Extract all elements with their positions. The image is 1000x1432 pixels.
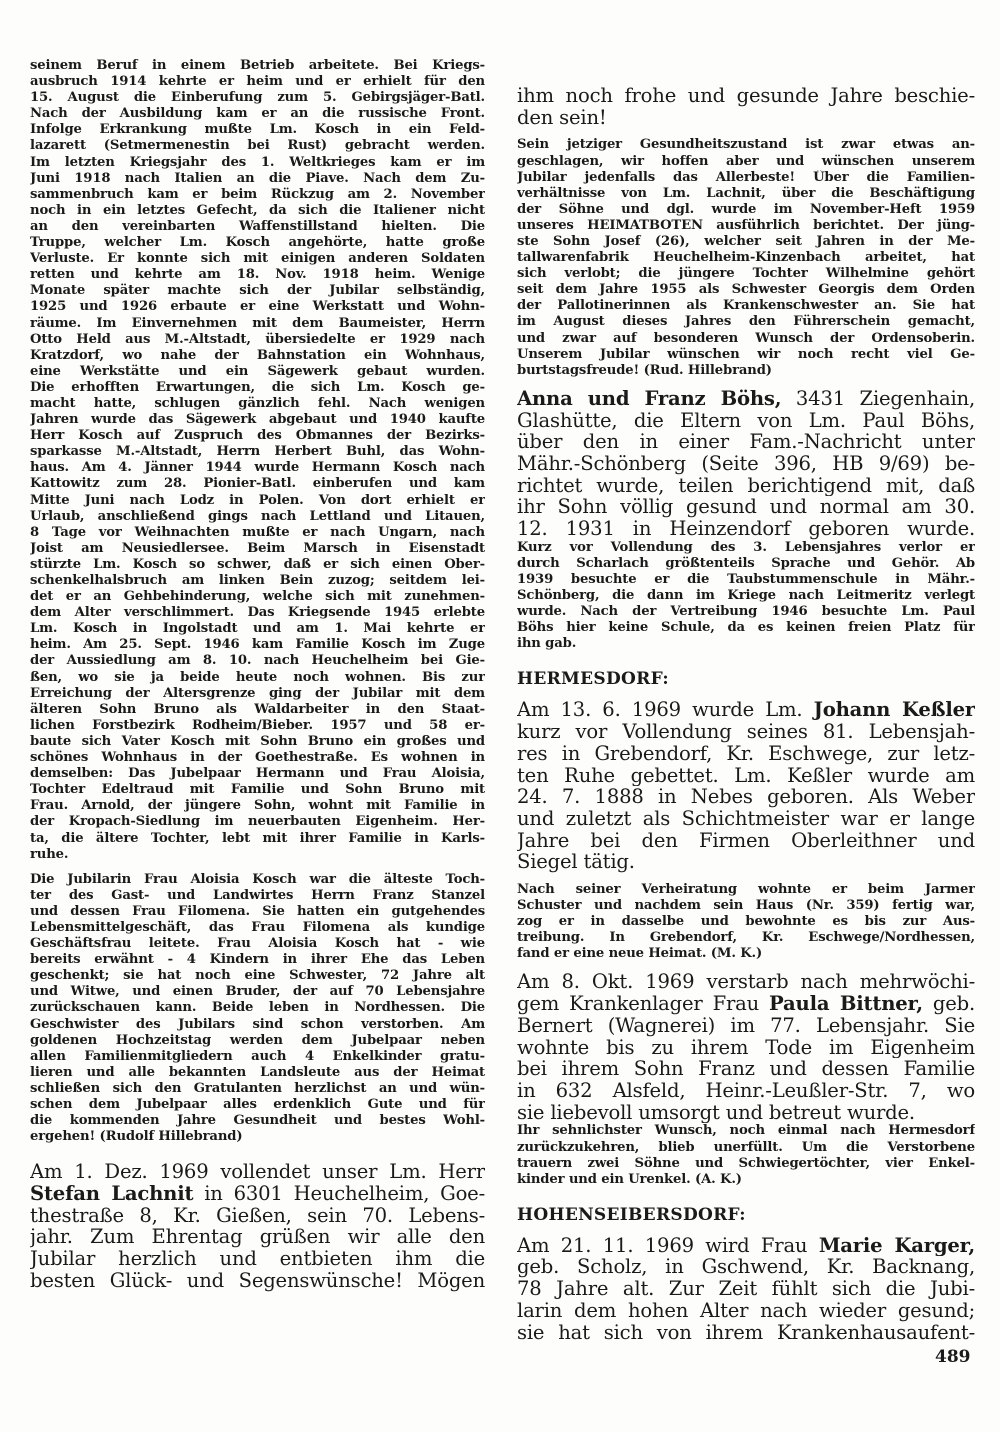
person-name: Johann Keßler bbox=[813, 699, 975, 722]
text-line: Mitte Juni nach Lodz in Polen. Von dort erhielt er bbox=[30, 492, 485, 508]
text-line: Tochter Edeltraud mit Familie und Sohn Bruno mit bbox=[30, 782, 485, 798]
text-line: und zuletzt als Schichtmeister war er lange bbox=[517, 807, 975, 830]
text-fragment: Am 13. 6. 1969 wurde Lm. bbox=[517, 699, 814, 722]
bittner-obituary bbox=[517, 971, 975, 1123]
text-line: verhältnisse von Lm. Lachnit, über die Beschäftigung bbox=[517, 185, 975, 201]
text-line: stürzte Lm. Kosch so schwer, daß er sich einen Ober- bbox=[30, 556, 485, 572]
text-line: lichen Forstbezirk Rodheim/Bieber. 1957 und 58 er- bbox=[30, 717, 485, 733]
text-line: der Pallotinerinnen als Krankenschwester an. Sie hat bbox=[517, 298, 975, 314]
text-line: ßen, wo sie ja beide heute noch wohnen. Bis zur bbox=[30, 669, 485, 685]
text-line: Otto Held aus M.-Altstadt, übersiedelte er 1929 nach bbox=[30, 331, 485, 347]
text-line: jahr. Zum Ehrentag grüßen wir alle den bbox=[30, 1226, 485, 1249]
text-line: haus. Am 4. Jänner 1944 wurde Hermann Kosch nach bbox=[30, 460, 485, 476]
text-line: 24. 7. 1888 in Nebes geboren. Als Weber bbox=[517, 786, 975, 808]
kosch-biography-paragraph bbox=[30, 58, 485, 863]
text-line: 1939 besuchte er die Taubstummenschule in Mähr.- bbox=[517, 571, 975, 587]
text-line: Lm. Kosch in Ingolstadt und am 1. Mai kehrte er bbox=[30, 621, 485, 637]
notice-continuation bbox=[30, 1205, 485, 1292]
text-line: ihn gab. bbox=[517, 636, 577, 652]
text-fragment: gem Krankenlager Frau bbox=[517, 993, 770, 1015]
notice-continuation bbox=[517, 410, 975, 540]
text-line: Mähr.-Schönberg (Seite 396, HB 9/69) be- bbox=[517, 452, 975, 475]
text-line: in 632 Alsfeld, Heinr.-Leußler-Str. 7, wo bbox=[517, 1080, 975, 1102]
text-line: ihm noch frohe und gesunde Jahre beschie- bbox=[517, 85, 975, 107]
text-line: ta, die ältere Tochter, lebt mit ihrer Familie in Karls- bbox=[30, 830, 485, 846]
text-line: Herr Kosch auf Zuspruch des Obmannes der Bezirks- bbox=[30, 428, 485, 444]
text-line: ergehen! (Rudolf Hillebrand) bbox=[30, 1129, 243, 1145]
text-line: sie liebevoll umsorgt und betreut wurde. bbox=[517, 1101, 915, 1124]
text-line: Am 8. Okt. 1969 verstarb nach mehrwöchi- bbox=[517, 971, 975, 994]
text-line: wohnte bis zu ihrem Tode im Eigenheim bbox=[517, 1036, 975, 1059]
text-line bbox=[517, 993, 975, 1015]
text-line: kurz vor Vollendung seines 81. Lebensjah- bbox=[517, 721, 975, 743]
aloisia-kosch-paragraph bbox=[30, 872, 485, 1146]
text-line: der Kropach-Siedlung im neuerbauten Eigenheim. Her- bbox=[30, 814, 485, 830]
text-line: besten Glück- und Segenswünsche! Mögen bbox=[30, 1269, 485, 1292]
text-line: Monate später machte sich der Jubilar selbständig, bbox=[30, 283, 485, 299]
text-line: Infolge Erkrankung mußte Lm. Kosch in ein Feld- bbox=[30, 122, 485, 138]
text-fragment: 3431 Ziegenhain, bbox=[781, 387, 975, 410]
text-line: Glashütte, die Eltern von Lm. Paul Böhs, bbox=[517, 409, 975, 432]
text-line: ste Sohn Josef (26), welcher seit Jahren in der Me- bbox=[517, 233, 975, 249]
text-line: Truppe, welcher Lm. Kosch angehörte, hatte große bbox=[30, 235, 485, 251]
text-line: 15. August die Einberufung zum 5. Gebirgsjäger-Batl. bbox=[30, 90, 485, 106]
text-line: und dessen Frau Filomena. Sie hatten ein gutgehendes bbox=[30, 903, 485, 919]
text-line: und Witwe, und einen Bruder, der auf 70 Lebensjahre bbox=[30, 984, 485, 1000]
text-line: Nach seiner Verheiratung wohnte er beim Jarmer bbox=[517, 882, 975, 898]
text-line: geschlagen, wir hoffen aber und wünschen unserem bbox=[517, 153, 975, 169]
text-line: Lebensmittelgeschäft, das Frau Filomena als kundige bbox=[30, 919, 485, 935]
text-line: im August dieses Jahres den Führerschein gemacht, bbox=[517, 314, 975, 330]
page-number: 489 bbox=[935, 1347, 971, 1367]
text-line: baute sich Vater Kosch mit Sohn Bruno ein großes und bbox=[30, 733, 485, 749]
text-line: trauern zwei Söhne und Schwiegertöchter, vier Enkel- bbox=[517, 1155, 975, 1171]
text-line: den sein! bbox=[517, 106, 607, 129]
text-line: Siegel tätig. bbox=[517, 851, 635, 874]
text-line: bereits erwähnt - 4 Kindern in ihrer Ehe das Leben bbox=[30, 952, 485, 968]
text-line: Nach der Ausbildung kam er an die russische Front. bbox=[30, 106, 485, 122]
text-line: Am 1. Dez. 1969 vollendet unser Lm. Herr bbox=[30, 1161, 485, 1183]
text-line: sich verlobt; die jüngere Tochter Wilhelmine gehört bbox=[517, 266, 975, 282]
text-line: lazarett (Setmermenestin bei Rust) gebracht werden. bbox=[30, 138, 485, 154]
text-line bbox=[517, 699, 975, 721]
text-line: sparkasse M.-Altstadt, Herrn Herbert Buhl, das Wohn- bbox=[30, 444, 485, 460]
text-line: Unserem Jubilar wünschen wir noch recht viel Ge- bbox=[517, 346, 975, 362]
text-line: allen Familienmitgliedern auch 4 Enkelkinder gratu- bbox=[30, 1048, 485, 1064]
text-line: durch Scharlach größtenteils Sprache und Gehör. Ab bbox=[517, 555, 975, 571]
text-line: und zwar auf besonderen Wunsch der Ordensoberin. bbox=[517, 330, 975, 346]
section-heading-hohenseibersdorf: HOHENSEIBERSDORF: bbox=[517, 1204, 746, 1225]
text-line bbox=[30, 1183, 485, 1205]
text-line bbox=[517, 1235, 975, 1257]
text-line: zurückzukehren, blieb unerfüllt. Um die Verstorbene bbox=[517, 1139, 975, 1155]
text-line: älteren Sohn Bruno als Waldarbeiter in den Staat- bbox=[30, 701, 485, 717]
text-line: goldenen Hochzeitstag werden dem Jubelpaar neben bbox=[30, 1032, 485, 1048]
text-fragment: Am 21. 11. 1969 wird Frau bbox=[517, 1234, 819, 1257]
text-line: Ihr sehnlichster Wunsch, noch einmal nach Hermesdorf bbox=[517, 1123, 975, 1139]
text-line: Schuster und nachdem sein Haus (Nr. 359) fertig war, bbox=[517, 898, 975, 914]
text-line: sammenbruch kam er beim Rückzug am 2. November bbox=[30, 186, 485, 202]
text-line: thestraße 8, Kr. Gießen, sein 70. Lebens- bbox=[30, 1204, 485, 1227]
text-line: retten und kehrte am 18. Nov. 1918 heim. Wenige bbox=[30, 267, 485, 283]
text-line: geb. Scholz, in Gschwend, Kr. Backnang, bbox=[517, 1256, 975, 1279]
right-column bbox=[517, 85, 975, 1343]
text-line: ter des Gast- und Landwirtes Herrn Franz Stanzel bbox=[30, 887, 485, 903]
kessler-obituary bbox=[517, 699, 975, 873]
text-line: Die erhofften Erwartungen, die sich Lm. Kosch ge- bbox=[30, 379, 485, 395]
text-line: heim. Am 25. Sept. 1946 kam Familie Kosch im Zuge bbox=[30, 637, 485, 653]
text-line: Jubilar herzlich und entbieten ihm die bbox=[30, 1248, 485, 1270]
text-line: Böhs hier keine Schule, da es keinen freien Platz für bbox=[517, 620, 975, 636]
text-line: räume. Im Einvernehmen mit dem Baumeister, Herrn bbox=[30, 315, 485, 331]
text-line: fand er eine neue Heimat. (M. K.) bbox=[517, 946, 763, 962]
boehs-correction-notice bbox=[517, 388, 975, 540]
lachnit-notice-continued bbox=[517, 85, 975, 128]
text-line: der Söhne und dgl. wurde im November-Heft 1959 bbox=[517, 201, 975, 217]
kessler-details-paragraph bbox=[517, 882, 975, 962]
text-line: Schönberg, die dann im Kriege nach Leitmeritz verlegt bbox=[517, 588, 975, 604]
text-line: zurückschauen kann. Beide leben in Nordhessen. Die bbox=[30, 1000, 485, 1016]
text-line: bei ihrem Sohn Franz und dessen Familie bbox=[517, 1058, 975, 1080]
text-line: demselben: Das Jubelpaar Hermann und Frau Aloisia, bbox=[30, 766, 485, 782]
text-line: ruhe. bbox=[30, 846, 69, 862]
text-line: geschenkt; sie hat noch eine Schwester, 72 Jahre alt bbox=[30, 968, 485, 984]
person-name: Anna und Franz Böhs, bbox=[517, 387, 782, 410]
text-line: ihr Sohn völlig gesund und normal am 30. bbox=[517, 496, 975, 519]
left-column bbox=[30, 58, 485, 1292]
text-line: Sein jetziger Gesundheitszustand ist zwar etwas an- bbox=[517, 137, 975, 153]
text-line: Joist am Neusiedlersee. Beim Marsch in Eisenstadt bbox=[30, 540, 485, 556]
text-line: lieren und alle bekannten Landsleute aus der Heimat bbox=[30, 1064, 485, 1080]
text-line: Jubilar jedenfalls das Allerbeste! Über die Familien- bbox=[517, 169, 975, 185]
bittner-details-paragraph bbox=[517, 1123, 975, 1187]
text-line: Verluste. Er konnte sich mit einigen anderen Soldaten bbox=[30, 251, 485, 267]
person-name: Stefan Lachnit bbox=[30, 1182, 194, 1205]
text-line: schenkelhalsbruch am linken Bein zuzog; seitdem lei- bbox=[30, 573, 485, 588]
text-line: eine Werkstätte und ein Sägewerk gebaut wurden. bbox=[30, 363, 485, 379]
text-line: res in Grebendorf, Kr. Eschwege, zur letz- bbox=[517, 742, 975, 765]
text-line: macht hatte, schlugen gänzlich fehl. Nach wenigen bbox=[30, 395, 485, 411]
text-line: die kommenden Jahre Gesundheit und bestes Wohl- bbox=[30, 1113, 485, 1129]
text-line: schönes Wohnhaus in der Goethestraße. Es wohnen in bbox=[30, 750, 485, 766]
text-line: Geschwister des Jubilars sind schon verstorben. Am bbox=[30, 1016, 485, 1032]
text-line: noch in ein letztes Gefecht, da sich die Italiener nicht bbox=[30, 202, 485, 218]
text-line: 12. 1931 in Heinzendorf geboren wurde. bbox=[517, 518, 975, 540]
text-line: seit dem Jahre 1955 als Schwester Georgis dem Orden bbox=[517, 282, 975, 298]
text-line: ten Ruhe gebettet. Lm. Keßler wurde am bbox=[517, 764, 975, 787]
notice-continuation bbox=[517, 1015, 975, 1124]
text-line: ausbruch 1914 kehrte er heim und er erhielt für den bbox=[30, 74, 485, 90]
text-line: Im letzten Kriegsjahr des 1. Weltkrieges kam er im bbox=[30, 154, 485, 170]
text-line: Erreichung der Altersgrenze ging der Jubilar mit dem bbox=[30, 685, 485, 701]
text-line: über den in einer Fam.-Nachricht unter bbox=[517, 431, 975, 453]
text-line: Bernert (Wagnerei) im 77. Lebensjahr. Sie bbox=[517, 1014, 975, 1037]
text-line bbox=[517, 388, 975, 410]
text-line: wurde. Nach der Vertreibung 1946 besuchte Lm. Paul bbox=[517, 604, 975, 620]
text-line: unseres HEIMATBOTEN ausführlich berichtet. Der jüng- bbox=[517, 217, 975, 233]
text-line: Kattowitz zum 28. Pionier-Batl. einberufen und kam bbox=[30, 476, 485, 492]
text-line: tallwarenfabrik Heuchelheim-Kinzenbach arbeitet, hat bbox=[517, 250, 975, 266]
text-line: zog er in dasselbe und bewohnte es bis zur Aus- bbox=[517, 914, 975, 930]
text-line: larin dem hohen Alter nach wieder gesund; bbox=[517, 1299, 975, 1322]
text-line: Jahren wurde das Sägewerk abgebaut und 1940 kaufte bbox=[30, 412, 485, 428]
text-line: burtstagsfreude! (Rud. Hillebrand) bbox=[517, 362, 772, 378]
text-line: Juni 1918 nach Italien an die Piave. Nach dem Zu- bbox=[30, 170, 485, 186]
text-line: Frau. Arnold, der jüngere Sohn, wohnt mit Familie in bbox=[30, 798, 485, 814]
notice-continuation bbox=[517, 721, 975, 873]
text-line: dem Alter verschlimmert. Das Kriegsende 1945 erlebte bbox=[30, 605, 485, 621]
text-line: Jahre bei den Firmen Oberleithner und bbox=[517, 829, 975, 852]
section-heading-hermesdorf: HERMESDORF: bbox=[517, 669, 669, 690]
text-line: 8 Tage vor Weihnachten mußte er nach Ungarn, nach bbox=[30, 524, 485, 540]
text-line: Die Jubilarin Frau Aloisia Kosch war die älteste Toch- bbox=[30, 871, 485, 887]
text-line: richtet wurde, teilen berichtigend mit, daß bbox=[517, 474, 975, 497]
karger-birthday-notice bbox=[517, 1235, 975, 1344]
text-line: Geschäftsfrau leitete. Frau Aloisia Kosch hat - wie bbox=[30, 936, 485, 952]
text-line: 78 Jahre alt. Zur Zeit fühlt sich die Jubi- bbox=[517, 1278, 975, 1300]
text-line: schließen sich den Gratulanten herzlichst an und wün- bbox=[30, 1080, 485, 1096]
boehs-details-paragraph bbox=[517, 540, 975, 653]
text-line: Kurz vor Vollendung des 3. Lebensjahres verlor er bbox=[517, 539, 975, 555]
notice-continuation bbox=[517, 1256, 975, 1343]
text-fragment: in 6301 Heuchelheim, Goe- bbox=[193, 1182, 485, 1205]
text-line: seinem Beruf in einem Betrieb arbeitete. Bei Kriegs- bbox=[30, 58, 485, 73]
text-line: an den vereinbarten Waffenstillstand hielten. Die bbox=[30, 218, 485, 234]
lachnit-birthday-notice bbox=[30, 1161, 485, 1291]
text-line: sie hat sich von ihrem Krankenhausaufent- bbox=[517, 1321, 975, 1344]
text-line: der Aussiedlung am 8. 10. nach Heuchelheim bei Gie- bbox=[30, 653, 485, 669]
lachnit-family-paragraph bbox=[517, 137, 975, 378]
text-fragment: geb. bbox=[922, 993, 975, 1015]
text-line: treibung. In Grebendorf, Kr. Eschwege/Nordhessen, bbox=[517, 930, 975, 946]
text-line: kinder und ein Urenkel. (A. K.) bbox=[517, 1171, 742, 1187]
text-line: 1925 und 1926 erbaute er eine Werkstatt und Wohn- bbox=[30, 299, 485, 315]
text-line: Urlaub, anschließend gings nach Lettland und Litauen, bbox=[30, 508, 485, 524]
text-line: schen dem Jubelpaar alles erdenklich Gute und für bbox=[30, 1097, 485, 1112]
text-line: det er an Gehbehinderung, welche sich mit zunehmen- bbox=[30, 589, 485, 605]
person-name: Paula Bittner, bbox=[769, 993, 923, 1015]
text-line: Kratzdorf, wo nahe der Bahnstation ein Wohnhaus, bbox=[30, 347, 485, 363]
person-name: Marie Karger, bbox=[818, 1234, 975, 1257]
